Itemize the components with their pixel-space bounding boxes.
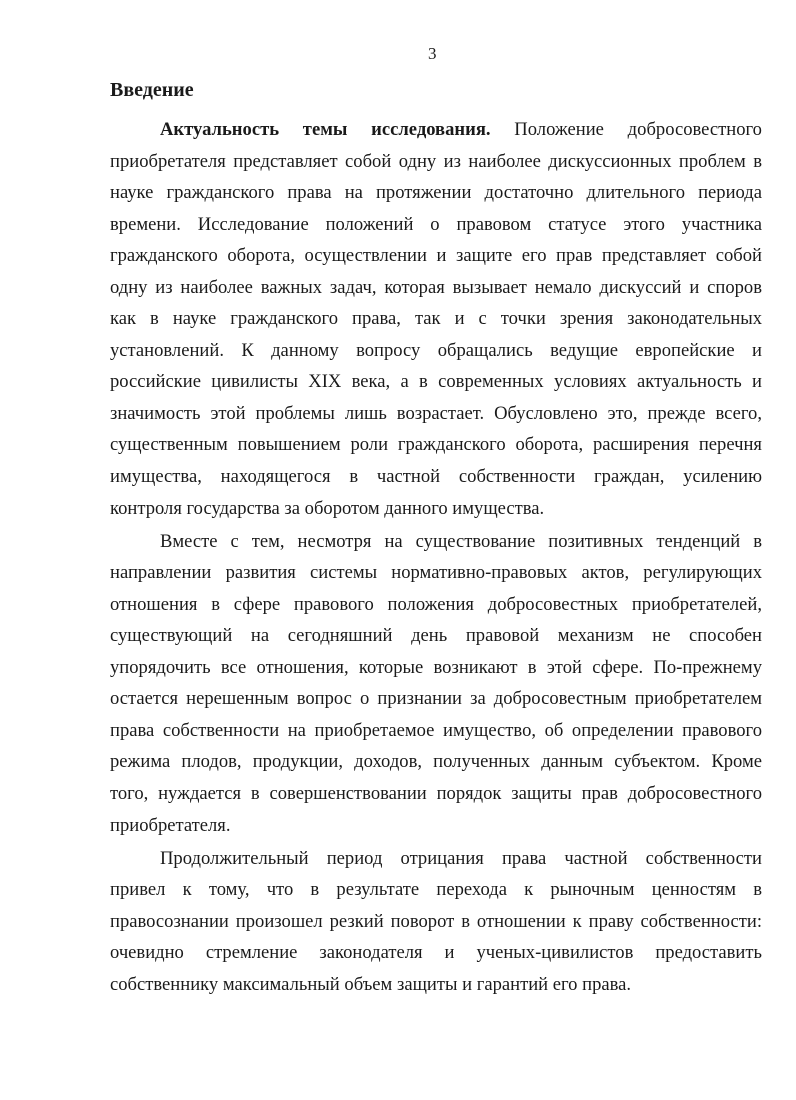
text-line: [110, 398, 762, 430]
text-line: [110, 937, 762, 969]
line-text: остается нерешенным вопрос о признании за добросовестным приобретателем: [110, 688, 762, 710]
line-text: существенным повышением роли гражданского оборота, расширения перечня: [110, 434, 762, 456]
line-text: как в науке гражданского права, так и с точки зрения законодательных: [110, 308, 762, 330]
line-text: приобретателя.: [110, 814, 231, 836]
line-text: одну из наиболее важных задач, которая вызывает немало дискуссий и споров: [110, 276, 762, 298]
text-line: [110, 335, 762, 367]
text-line: [110, 303, 762, 335]
paragraph: [110, 843, 762, 1001]
paragraph-lead: Актуальность темы исследования.: [160, 119, 491, 140]
text-line: [110, 557, 762, 589]
text-line: [110, 715, 762, 747]
line-text: существующий на сегодняшний день правовой механизм не способен: [110, 625, 762, 647]
text-line: [110, 366, 762, 398]
page-number: 3: [428, 44, 437, 63]
line-text: направлении развития системы нормативно-правовых актов, регулирующих: [110, 562, 762, 584]
line-text: того, нуждается в совершенствовании порядок защиты прав добросовестного: [110, 782, 762, 804]
line-text: контроля государства за оборотом данного имущества.: [110, 497, 545, 519]
section-heading: Введение: [110, 79, 194, 101]
line-text: имущества, находящегося в частной собственности граждан, усилению: [110, 466, 762, 488]
text-line: [110, 209, 762, 241]
text-line: [110, 526, 762, 558]
text-line: [110, 429, 762, 461]
line-text: права собственности на приобретаемое имущество, об определении правового: [110, 719, 762, 741]
line-text: собственнику максимальный объем защиты и гарантий его права.: [110, 973, 632, 995]
line-text: привел к тому, что в результате перехода к рыночным ценностям в: [110, 879, 762, 901]
line-text: Вместе с тем, несмотря на существование позитивных тенденций в: [160, 530, 762, 552]
text-line: [110, 620, 762, 652]
line-text: приобретателя представляет собой одну из наиболее дискуссионных проблем в: [110, 150, 762, 172]
line-text: очевидно стремление законодателя и ученых-цивилистов предоставить: [110, 942, 762, 964]
line-text: науке гражданского права на протяжении достаточно длительного периода: [110, 182, 762, 204]
document-body: [110, 114, 762, 1000]
text-line: [110, 683, 762, 715]
line-text: Положение добросовестного: [490, 119, 762, 140]
text-line: [110, 493, 762, 525]
line-text: установлений. К данному вопросу обращались ведущие европейские и: [110, 339, 762, 361]
text-line: [110, 874, 762, 906]
line-text: времени. Исследование положений о правовом статусе этого участника: [110, 213, 762, 235]
line-text: упорядочить все отношения, которые возникают в этой сфере. По-прежнему: [110, 656, 762, 678]
paragraph: [110, 114, 762, 524]
text-line: [110, 810, 762, 842]
line-text: Продолжительный период отрицания права частной собственности: [160, 847, 762, 869]
text-line: [110, 906, 762, 938]
line-text: отношения в сфере правового положения добросовестных приобретателей,: [110, 593, 762, 615]
text-line: [110, 589, 762, 621]
text-line: [110, 778, 762, 810]
text-line: [110, 114, 762, 146]
text-line: [110, 272, 762, 304]
text-line: [110, 652, 762, 684]
text-line: [110, 461, 762, 493]
text-line: [110, 843, 762, 875]
text-line: [110, 746, 762, 778]
line-text: российские цивилисты XIX века, а в современных условиях актуальность и: [110, 371, 762, 393]
line-text: режима плодов, продукции, доходов, полученных данным субъектом. Кроме: [110, 751, 762, 773]
paragraph: [110, 526, 762, 841]
text-line: [110, 177, 762, 209]
text-line: [110, 969, 762, 1001]
line-text: гражданского оборота, осуществлении и защите его прав представляет собой: [110, 245, 762, 267]
line-text: значимость этой проблемы лишь возрастает. Обусловлено это, прежде всего,: [110, 402, 762, 424]
text-line: [110, 240, 762, 272]
text-line: [110, 146, 762, 178]
line-text: правосознании произошел резкий поворот в отношении к праву собственности:: [110, 910, 762, 932]
